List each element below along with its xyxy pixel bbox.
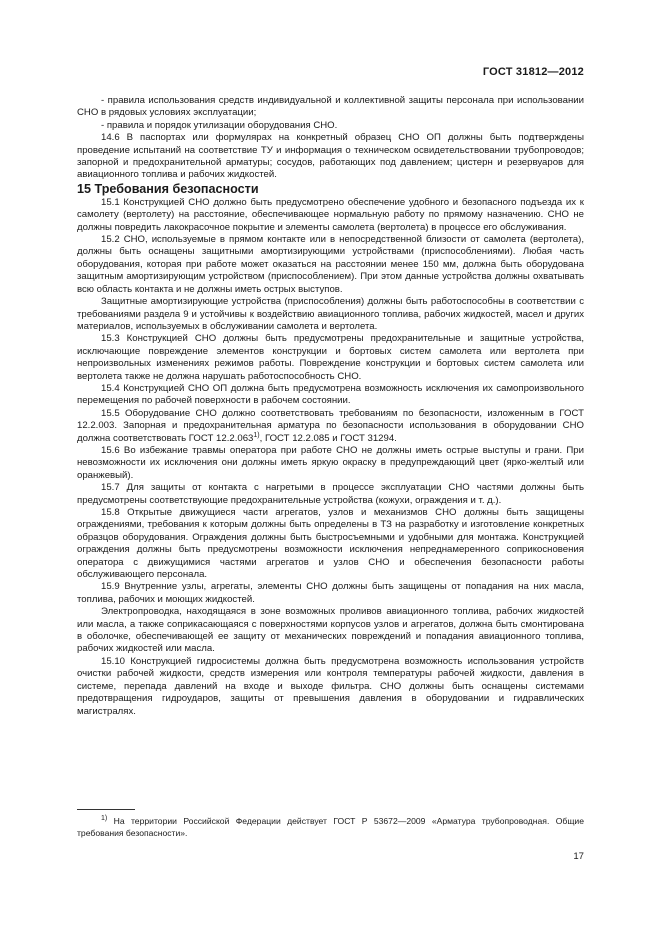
paragraph: 15.4 Конструкцией СНО ОП должна быть предусмотрена возможность исключения их самопроизвольного перемещения по рабочей поверхности в рабочем состоянии. xyxy=(77,382,584,407)
paragraph: Защитные амортизирующие устройства (приспособления) должны быть работоспособны в соответствии с требованиями раздела 9 и устойчивы к воздействию авиационного топлива, рабочих жидкостей, масел и других материалов, используемых в обслуживании самолета и вертолета. xyxy=(77,296,584,332)
paragraph: Электропроводка, находящаяся в зоне возможных проливов авиационного топлива, рабочих жидкостей или масла, а также соприкасающаяся с поверхностями корпусов узлов и агрегатов, должна быть смонтирована в оболочке, обеспечивающей ее защиту от механических повреждений и попадания авиационного топлива, рабочих жидкостей или масла. xyxy=(77,606,584,655)
page-number: 17 xyxy=(573,851,584,862)
paragraph: 15.9 Внутренние узлы, агрегаты, элементы СНО должны быть защищены от попадания на них масла, топлива, рабочих и моющих жидкостей. xyxy=(77,581,584,605)
paragraph: - правила и порядок утилизации оборудования СНО. xyxy=(101,119,338,131)
paragraph: 15.10 Конструкцией гидросистемы должна быть предусмотрена возможность использования устройств очистки рабочей жидкости, средств измерения или контроля температуры рабочей жидкости, давления в системе, перепада давлений на входе и выходе фильтра. СНО должны быть оснащены системами предотвращения гидроударов, защиты от превышения давления в оборудовании и гидравлических магистралях. xyxy=(77,655,584,717)
footnote xyxy=(77,815,584,839)
document-body xyxy=(77,95,584,718)
paragraph: 15.1 Конструкцией СНО должно быть предусмотрено обеспечение удобного и безопасного подъезда их к самолету (вертолету) на расстояние, обеспечивающее нормальную работу по прямому назначению. СНО не должны повредить лакокрасочное покрытие и элементы самолета (вертолета) в процессе его обслуживания. xyxy=(77,196,584,233)
paragraph-text: 15.5 Оборудование СНО должно соответствовать требованиям по безопасности, изложенным в ГОСТ 12.2.003. Запорная и предохранительная арматура по безопасности использования в оборудовании СНО должна соответствовать ГОСТ 12.2.063 xyxy=(77,407,584,444)
footnote-marker: 1) xyxy=(101,815,108,823)
paragraph: - правила использования средств индивидуальной и коллективной защиты персонала при использовании СНО в рядовых условиях эксплуатации; xyxy=(77,95,584,119)
paragraph: 15.3 Конструкцией СНО должны быть предусмотрены предохранительные и защитные устройства, исключающие повреждение элементов конструкции и бортовых систем самолета или вертолета при непроизвольных изменениях режимов работы. Повреждение конструкции и бортовых систем самолета или вертолета также не должна нарушать работоспособность СНО. xyxy=(77,333,584,382)
footnote-text: На территории Российской Федерации действует ГОСТ Р 53672—2009 «Арматура трубопроводная. Общие требования безопасности». xyxy=(77,816,584,838)
footnote-reference: 1) xyxy=(253,431,260,439)
paragraph: 14.6 В паспортах или формулярах на конкретный образец СНО ОП должны быть подтверждены проведение испытаний на соответствие ТУ и информация о техническом освидетельствовании трубопроводов; запорной и предохранительной арматуры; сосудов, работающих под давлением; цистерн и резервуаров для авиационного топлива и рабочих жидкостей. xyxy=(77,132,584,181)
paragraph-with-footnote-ref xyxy=(77,408,584,445)
paragraph: 15.8 Открытые движущиеся части агрегатов, узлов и механизмов СНО должны быть защищены ограждениями, требования к которым должны быть определены в ТЗ на разработку и изготовление конкретных образцов оборудования. Ограждения должны быть быстросъемными и удобными для монтажа. Конструкцией ограждения должны быть предусмотрены возможности исключения непреднамеренного соприкосновения оператора с движущимися частями агрегатов и узлов СНО и обеспечения безопасности работы обслуживающего персонала. xyxy=(77,507,584,581)
footnote-body xyxy=(77,815,584,839)
paragraph: 15.2 СНО, используемые в прямом контакте или в непосредственной близости от самолета (вертолета), должны быть оснащены защитными амортизирующими устройствами (приспособлениями). Любая часть оборудования, которая при работе может оказаться на расстоянии менее 150 мм, должна быть оборудована защитным амортизирующим устройством (приспособлением). При этом данные устройства должны охватывать всю область контакта и не должны иметь острых выступов. xyxy=(77,234,584,295)
footnote-divider xyxy=(77,809,135,810)
section-title: 15 Требования безопасности xyxy=(77,181,259,196)
paragraph: 15.7 Для защиты от контакта с нагретыми в процессе эксплуатации СНО частями должны быть предусмотрены соответствующие предохранительные устройства (кожухи, ограждения и т. д.). xyxy=(77,482,584,506)
document-code-header: ГОСТ 31812—2012 xyxy=(482,66,584,78)
paragraph: 15.6 Во избежание травмы оператора при работе СНО не должны иметь острые выступы и грани. При невозможности их исключения они должны иметь яркую окраску в предупреждающий цвет (ярко-желтый или оранжевый). xyxy=(77,444,584,481)
paragraph-text: , ГОСТ 12.2.085 и ГОСТ 31294. xyxy=(259,432,397,444)
